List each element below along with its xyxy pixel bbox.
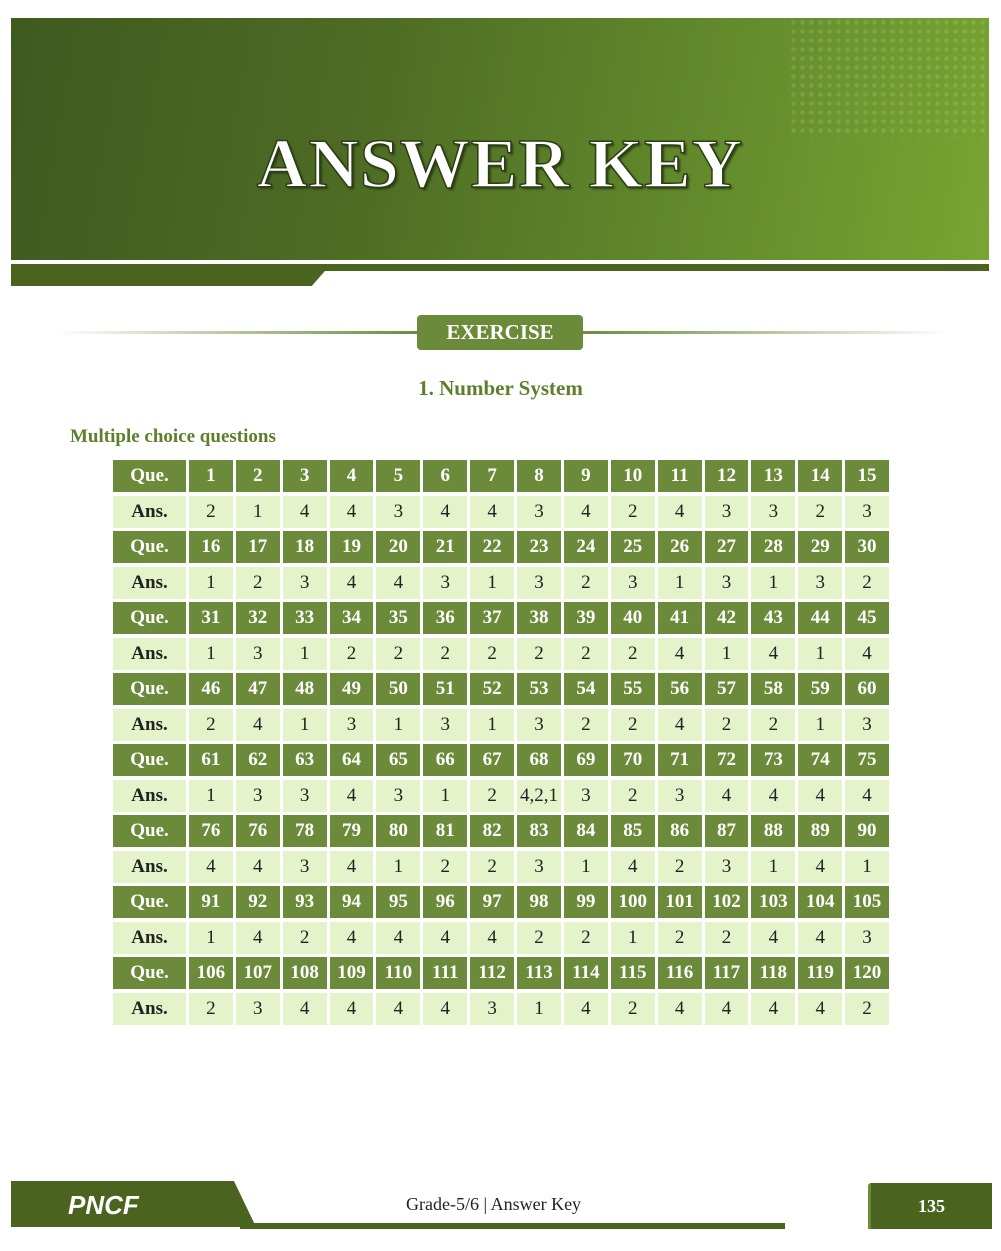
question-number-cell: 82 — [470, 815, 514, 847]
header-banner — [11, 18, 989, 260]
answer-cell: 4 — [751, 993, 795, 1025]
question-row-label: Que. — [113, 602, 186, 634]
question-number-cell: 49 — [330, 673, 374, 705]
answer-cell: 4 — [330, 567, 374, 599]
answer-cell: 3 — [658, 780, 702, 812]
exercise-badge: EXERCISE — [417, 315, 583, 350]
question-number-cell: 72 — [705, 744, 749, 776]
question-number-cell: 1 — [189, 460, 233, 492]
question-number-cell: 59 — [798, 673, 842, 705]
question-row-label: Que. — [113, 957, 186, 989]
question-number-cell: 120 — [845, 957, 889, 989]
answer-cell: 4 — [470, 922, 514, 954]
question-number-cell: 55 — [611, 673, 655, 705]
answer-cell: 2 — [189, 496, 233, 528]
answer-cell: 2 — [470, 780, 514, 812]
answer-cell: 2 — [470, 851, 514, 883]
question-number-cell: 97 — [470, 886, 514, 918]
question-number-cell: 94 — [330, 886, 374, 918]
question-number-cell: 20 — [376, 531, 420, 563]
question-number-cell: 61 — [189, 744, 233, 776]
answer-cell: 4 — [658, 993, 702, 1025]
question-number-cell: 98 — [517, 886, 561, 918]
question-number-cell: 34 — [330, 602, 374, 634]
question-number-cell: 89 — [798, 815, 842, 847]
answer-cell: 1 — [376, 709, 420, 741]
question-number-cell: 41 — [658, 602, 702, 634]
answer-cell: 3 — [845, 709, 889, 741]
answer-cell: 2 — [705, 709, 749, 741]
question-number-cell: 40 — [611, 602, 655, 634]
answer-cell: 3 — [423, 709, 467, 741]
question-number-cell: 23 — [517, 531, 561, 563]
answer-cell: 4 — [798, 922, 842, 954]
question-row-label: Que. — [113, 531, 186, 563]
answer-cell: 4 — [330, 851, 374, 883]
answer-cell: 4 — [189, 851, 233, 883]
answer-cell: 3 — [470, 993, 514, 1025]
answer-cell: 3 — [283, 851, 327, 883]
question-number-cell: 47 — [236, 673, 280, 705]
answer-cell: 4 — [658, 496, 702, 528]
answer-cell: 1 — [236, 496, 280, 528]
question-number-cell: 5 — [376, 460, 420, 492]
question-number-cell: 87 — [705, 815, 749, 847]
question-number-cell: 19 — [330, 531, 374, 563]
answer-cell: 3 — [798, 567, 842, 599]
answer-row-label: Ans. — [113, 567, 186, 599]
answer-cell: 1 — [283, 709, 327, 741]
answer-cell: 2 — [564, 922, 608, 954]
answer-cell: 4,2,1 — [517, 780, 561, 812]
question-number-cell: 105 — [845, 886, 889, 918]
answer-cell: 3 — [517, 851, 561, 883]
answer-cell: 3 — [705, 851, 749, 883]
answer-table — [113, 460, 889, 1025]
question-number-cell: 51 — [423, 673, 467, 705]
question-number-cell: 102 — [705, 886, 749, 918]
halftone-pattern — [789, 18, 989, 138]
question-number-cell: 95 — [376, 886, 420, 918]
answer-cell: 3 — [330, 709, 374, 741]
answer-cell: 3 — [376, 496, 420, 528]
question-number-cell: 64 — [330, 744, 374, 776]
answer-cell: 1 — [751, 851, 795, 883]
answer-cell: 3 — [283, 780, 327, 812]
answer-cell: 2 — [611, 993, 655, 1025]
answer-cell: 4 — [564, 496, 608, 528]
question-number-cell: 17 — [236, 531, 280, 563]
answer-cell: 4 — [751, 922, 795, 954]
question-row-label: Que. — [113, 744, 186, 776]
question-number-cell: 18 — [283, 531, 327, 563]
question-number-cell: 88 — [751, 815, 795, 847]
answer-cell: 1 — [705, 638, 749, 670]
answer-cell: 4 — [376, 567, 420, 599]
answer-cell: 4 — [798, 780, 842, 812]
question-number-cell: 107 — [236, 957, 280, 989]
answer-cell: 2 — [611, 496, 655, 528]
question-number-cell: 35 — [376, 602, 420, 634]
answer-cell: 2 — [564, 567, 608, 599]
question-number-cell: 68 — [517, 744, 561, 776]
question-number-cell: 119 — [798, 957, 842, 989]
question-number-cell: 80 — [376, 815, 420, 847]
question-number-cell: 114 — [564, 957, 608, 989]
question-number-cell: 30 — [845, 531, 889, 563]
page-title: ANSWER KEY — [256, 126, 744, 203]
answer-cell: 3 — [845, 496, 889, 528]
question-number-cell: 46 — [189, 673, 233, 705]
answer-cell: 2 — [611, 780, 655, 812]
answer-cell: 4 — [423, 496, 467, 528]
answer-cell: 4 — [798, 851, 842, 883]
question-number-cell: 29 — [798, 531, 842, 563]
answer-cell: 3 — [845, 922, 889, 954]
question-number-cell: 90 — [845, 815, 889, 847]
answer-cell: 2 — [705, 922, 749, 954]
page-number: 135 — [868, 1183, 992, 1229]
answer-cell: 1 — [751, 567, 795, 599]
pncf-logo: PNCF — [68, 1190, 139, 1220]
answer-cell: 3 — [236, 780, 280, 812]
answer-cell: 3 — [236, 993, 280, 1025]
question-number-cell: 36 — [423, 602, 467, 634]
answer-cell: 4 — [376, 922, 420, 954]
answer-cell: 2 — [845, 567, 889, 599]
answer-cell: 3 — [236, 638, 280, 670]
answer-row-label: Ans. — [113, 709, 186, 741]
question-number-cell: 37 — [470, 602, 514, 634]
answer-cell: 1 — [376, 851, 420, 883]
question-number-cell: 6 — [423, 460, 467, 492]
answer-cell: 4 — [330, 780, 374, 812]
question-number-cell: 93 — [283, 886, 327, 918]
answer-cell: 2 — [330, 638, 374, 670]
answer-cell: 2 — [189, 993, 233, 1025]
question-number-cell: 38 — [517, 602, 561, 634]
answer-cell: 3 — [283, 567, 327, 599]
question-number-cell: 74 — [798, 744, 842, 776]
question-number-cell: 10 — [611, 460, 655, 492]
answer-cell: 4 — [751, 638, 795, 670]
answer-cell: 1 — [423, 780, 467, 812]
question-number-cell: 33 — [283, 602, 327, 634]
question-number-cell: 60 — [845, 673, 889, 705]
answer-cell: 4 — [658, 709, 702, 741]
answer-cell: 4 — [330, 993, 374, 1025]
answer-cell: 2 — [517, 638, 561, 670]
question-number-cell: 106 — [189, 957, 233, 989]
question-number-cell: 115 — [611, 957, 655, 989]
question-number-cell: 22 — [470, 531, 514, 563]
question-number-cell: 21 — [423, 531, 467, 563]
question-number-cell: 83 — [517, 815, 561, 847]
question-number-cell: 103 — [751, 886, 795, 918]
question-number-cell: 111 — [423, 957, 467, 989]
answer-cell: 4 — [751, 780, 795, 812]
question-number-cell: 118 — [751, 957, 795, 989]
answer-row-label: Ans. — [113, 638, 186, 670]
question-number-cell: 14 — [798, 460, 842, 492]
answer-cell: 2 — [283, 922, 327, 954]
answer-cell: 2 — [845, 993, 889, 1025]
answer-cell: 2 — [611, 709, 655, 741]
answer-row-label: Ans. — [113, 780, 186, 812]
answer-cell: 4 — [658, 638, 702, 670]
answer-cell: 4 — [236, 851, 280, 883]
answer-cell: 4 — [283, 993, 327, 1025]
question-number-cell: 76 — [189, 815, 233, 847]
question-number-cell: 91 — [189, 886, 233, 918]
section-subheading: Multiple choice questions — [70, 426, 276, 447]
question-number-cell: 101 — [658, 886, 702, 918]
question-number-cell: 70 — [611, 744, 655, 776]
question-number-cell: 16 — [189, 531, 233, 563]
answer-cell: 2 — [189, 709, 233, 741]
question-number-cell: 15 — [845, 460, 889, 492]
question-number-cell: 44 — [798, 602, 842, 634]
question-number-cell: 73 — [751, 744, 795, 776]
question-number-cell: 11 — [658, 460, 702, 492]
answer-cell: 3 — [705, 567, 749, 599]
answer-cell: 1 — [658, 567, 702, 599]
question-number-cell: 113 — [517, 957, 561, 989]
answer-cell: 4 — [236, 922, 280, 954]
answer-cell: 3 — [517, 496, 561, 528]
answer-cell: 4 — [705, 993, 749, 1025]
answer-cell: 2 — [564, 709, 608, 741]
question-number-cell: 84 — [564, 815, 608, 847]
answer-cell: 1 — [564, 851, 608, 883]
question-number-cell: 116 — [658, 957, 702, 989]
answer-cell: 4 — [564, 993, 608, 1025]
answer-cell: 3 — [705, 496, 749, 528]
question-number-cell: 31 — [189, 602, 233, 634]
answer-cell: 1 — [798, 638, 842, 670]
answer-cell: 4 — [330, 922, 374, 954]
question-number-cell: 28 — [751, 531, 795, 563]
question-number-cell: 45 — [845, 602, 889, 634]
answer-cell: 4 — [376, 993, 420, 1025]
answer-cell: 4 — [330, 496, 374, 528]
answer-row-label: Ans. — [113, 851, 186, 883]
question-number-cell: 26 — [658, 531, 702, 563]
question-number-cell: 62 — [236, 744, 280, 776]
answer-cell: 3 — [423, 567, 467, 599]
question-number-cell: 2 — [236, 460, 280, 492]
header-tab-shape — [11, 264, 331, 286]
question-number-cell: 86 — [658, 815, 702, 847]
answer-row-label: Ans. — [113, 922, 186, 954]
question-number-cell: 85 — [611, 815, 655, 847]
answer-cell: 4 — [611, 851, 655, 883]
question-number-cell: 81 — [423, 815, 467, 847]
question-number-cell: 104 — [798, 886, 842, 918]
answer-cell: 1 — [470, 567, 514, 599]
question-number-cell: 99 — [564, 886, 608, 918]
answer-cell: 2 — [470, 638, 514, 670]
answer-cell: 2 — [376, 638, 420, 670]
question-number-cell: 112 — [470, 957, 514, 989]
footer-rule — [240, 1223, 785, 1229]
answer-cell: 1 — [189, 922, 233, 954]
question-number-cell: 96 — [423, 886, 467, 918]
question-number-cell: 65 — [376, 744, 420, 776]
question-number-cell: 7 — [470, 460, 514, 492]
answer-cell: 4 — [423, 993, 467, 1025]
answer-cell: 4 — [845, 780, 889, 812]
question-number-cell: 24 — [564, 531, 608, 563]
answer-cell: 2 — [658, 851, 702, 883]
answer-cell: 1 — [798, 709, 842, 741]
answer-cell: 2 — [611, 638, 655, 670]
answer-cell: 4 — [470, 496, 514, 528]
question-number-cell: 92 — [236, 886, 280, 918]
answer-row-label: Ans. — [113, 993, 186, 1025]
chapter-heading: 1. Number System — [418, 376, 583, 400]
question-number-cell: 52 — [470, 673, 514, 705]
answer-cell: 2 — [751, 709, 795, 741]
question-number-cell: 100 — [611, 886, 655, 918]
answer-cell: 2 — [798, 496, 842, 528]
exercise-rule-left — [55, 331, 420, 334]
question-number-cell: 57 — [705, 673, 749, 705]
question-number-cell: 3 — [283, 460, 327, 492]
answer-cell: 3 — [517, 709, 561, 741]
question-number-cell: 66 — [423, 744, 467, 776]
footer-caption: Grade-5/6 | Answer Key — [406, 1194, 582, 1214]
question-number-cell: 54 — [564, 673, 608, 705]
answer-cell: 3 — [517, 567, 561, 599]
question-number-cell: 78 — [283, 815, 327, 847]
answer-cell: 1 — [189, 567, 233, 599]
answer-cell: 1 — [189, 780, 233, 812]
answer-cell: 4 — [423, 922, 467, 954]
question-number-cell: 69 — [564, 744, 608, 776]
question-number-cell: 109 — [330, 957, 374, 989]
answer-cell: 4 — [798, 993, 842, 1025]
answer-cell: 3 — [564, 780, 608, 812]
question-row-label: Que. — [113, 673, 186, 705]
answer-cell: 4 — [845, 638, 889, 670]
answer-cell: 1 — [845, 851, 889, 883]
answer-cell: 4 — [236, 709, 280, 741]
question-number-cell: 110 — [376, 957, 420, 989]
answer-cell: 3 — [751, 496, 795, 528]
answer-cell: 1 — [283, 638, 327, 670]
answer-cell: 3 — [376, 780, 420, 812]
answer-cell: 2 — [564, 638, 608, 670]
answer-row-label: Ans. — [113, 496, 186, 528]
question-number-cell: 48 — [283, 673, 327, 705]
question-number-cell: 63 — [283, 744, 327, 776]
question-number-cell: 9 — [564, 460, 608, 492]
answer-cell: 1 — [517, 993, 561, 1025]
question-row-label: Que. — [113, 815, 186, 847]
answer-cell: 1 — [189, 638, 233, 670]
exercise-rule-right — [580, 331, 950, 334]
answer-cell: 3 — [611, 567, 655, 599]
question-row-label: Que. — [113, 886, 186, 918]
question-number-cell: 75 — [845, 744, 889, 776]
question-number-cell: 56 — [658, 673, 702, 705]
question-number-cell: 71 — [658, 744, 702, 776]
question-number-cell: 50 — [376, 673, 420, 705]
question-number-cell: 42 — [705, 602, 749, 634]
question-number-cell: 27 — [705, 531, 749, 563]
answer-cell: 2 — [423, 851, 467, 883]
answer-cell: 2 — [517, 922, 561, 954]
question-number-cell: 53 — [517, 673, 561, 705]
question-number-cell: 79 — [330, 815, 374, 847]
question-number-cell: 117 — [705, 957, 749, 989]
answer-cell: 1 — [470, 709, 514, 741]
question-number-cell: 43 — [751, 602, 795, 634]
question-number-cell: 58 — [751, 673, 795, 705]
question-number-cell: 8 — [517, 460, 561, 492]
question-number-cell: 39 — [564, 602, 608, 634]
question-number-cell: 108 — [283, 957, 327, 989]
answer-cell: 4 — [283, 496, 327, 528]
answer-cell: 1 — [611, 922, 655, 954]
question-number-cell: 25 — [611, 531, 655, 563]
answer-cell: 4 — [705, 780, 749, 812]
question-number-cell: 4 — [330, 460, 374, 492]
answer-cell: 2 — [236, 567, 280, 599]
answer-cell: 2 — [658, 922, 702, 954]
question-number-cell: 12 — [705, 460, 749, 492]
question-number-cell: 32 — [236, 602, 280, 634]
question-number-cell: 67 — [470, 744, 514, 776]
question-number-cell: 76 — [236, 815, 280, 847]
question-row-label: Que. — [113, 460, 186, 492]
question-number-cell: 13 — [751, 460, 795, 492]
answer-cell: 2 — [423, 638, 467, 670]
